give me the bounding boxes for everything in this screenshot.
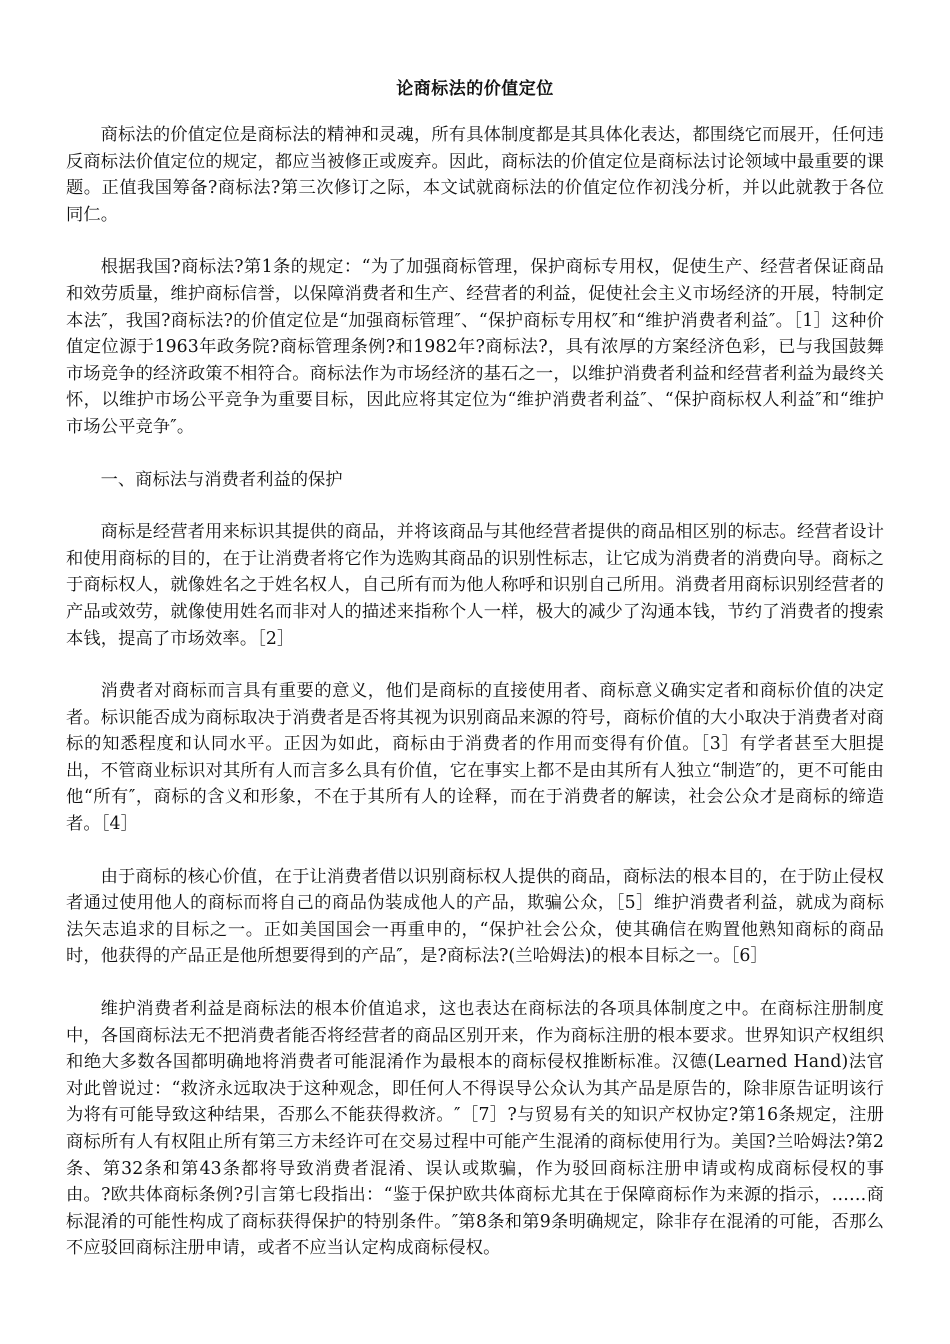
- paragraph-core-value: 由于商标的核心价值，在于让消费者借以识别商标权人提供的商品，商标法的根本目的，在于防止侵权者通过使用他人的商标而将自己的商品伪装成他人的产品，欺骗公众，［5］维护消费者利益，就成为商标法矢志追求的目标之一。正如美国国会一再重申的，“保护社会公众，使其确信在购置他熟知商标的商品时，他获得的产品正是他所想要得到的产品″，是?商标法?(兰哈姆法)的根本目标之一。［6］: [66, 866, 884, 967]
- paragraph-trademark-definition: 商标是经营者用来标识其提供的商品，并将该商品与其他经营者提供的商品相区别的标志。经营者设计和使用商标的目的，在于让消费者将它作为选购其商品的识别性标志，让它成为消费者的消费向导。商标之于商标权人，就像姓名之于姓名权人，自己所有而为他人称呼和识别自己所用。消费者用商标识别经营者的产品或效劳，就像使用姓名而非对人的描述来指称个人一样，极大的减少了沟通本钱，节约了消费者的搜索本钱，提高了市场效率。［2］: [66, 522, 884, 649]
- section-heading-1: 一、商标法与消费者利益的保护: [100, 469, 343, 490]
- paragraph-institutional-system: 维护消费者利益是商标法的根本价值追求，这也表达在商标法的各项具体制度之中。在商标注册制度中，各国商标法无不把消费者能否将经营者的商品区别开来，作为商标注册的根本要求。世界知识产权组织和绝大多数各国都明确地将消费者可能混淆作为最根本的商标侵权推断标准。汉德(Learned Hand)法官对此曾说过：“救济永远取决于这种观念，即任何人不得误导公众认为其产品是原告的，除非原告证明该行为将有可能导致这种结果，否那么不能获得救济。″［7］?与贸易有关的知识产权协定?第16条规定，注册商标所有人有权阻止所有第三方未经许可在交易过程中可能产生混淆的商标使用行为。美国?兰哈姆法?第2条、第32条和第43条都将导致消费者混淆、误认或欺骗，作为驳回商标注册申请或构成商标侵权的事由。?欧共体商标条例?引言第七段指出：“鉴于保护欧共体商标尤其在于保障商标作为来源的指示，……商标混淆的可能性构成了商标获得保护的特别条件。″第8条和第9条明确规定，除非存在混淆的可能，否那么不应驳回商标注册申请，或者不应当认定构成商标侵权。: [66, 999, 884, 1259]
- document-page: [66, 76, 884, 1288]
- paragraph-consumer-importance: 消费者对商标而言具有重要的意义，他们是商标的直接使用者、商标意义确实定者和商标价值的决定者。标识能否成为商标取决于消费者是否将其视为识别商品来源的符号，商标价值的大小取决于消费者对商标的知悉程度和认同水平。正因为如此，商标由于消费者的作用而变得有价值。［3］有学者甚至大胆提出，不管商业标识对其所有人而言多么具有价值，它在事实上都不是由其所有人独立“制造″的，更不可能由他“所有″，商标的含义和形象，不在于其所有人的诠释，而在于消费者的解读，社会公众才是商标的缔造者。［4］: [66, 681, 884, 835]
- document-title: 论商标法的价值定位: [396, 79, 554, 99]
- paragraph-legal-basis: 根据我国?商标法?第1条的规定：“为了加强商标管理，保护商标专用权，促使生产、经营者保证商品和效劳质量，维护商标信誉，以保障消费者和生产、经营者的利益，促使社会主义市场经济的开展，特制定本法″，我国?商标法?的价值定位是“加强商标管理″、“保护商标专用权″和“维护消费者利益″。［1］这种价值定位源于1963年政务院?商标管理条例?和1982年?商标法?，具有浓厚的方案经济色彩，已与我国鼓舞市场竞争的经济政策不相符合。商标法作为市场经济的基石之一，以维护消费者利益和经营者利益为最终关怀，以维护市场公平竞争为重要目标，因此应将其定位为“维护消费者利益″、“保护商标权人利益″和“维护市场公平竞争″。: [66, 257, 884, 437]
- paragraph-intro: 商标法的价值定位是商标法的精神和灵魂，所有具体制度都是其具体化表达，都围绕它而展开，任何违反商标法价值定位的规定，都应当被修正或废弃。因此，商标法的价值定位是商标法讨论领域中最重要的课题。正值我国筹备?商标法?第三次修订之际，本文试就商标法的价值定位作初浅分析，并以此就教于各位同仁。: [66, 125, 884, 225]
